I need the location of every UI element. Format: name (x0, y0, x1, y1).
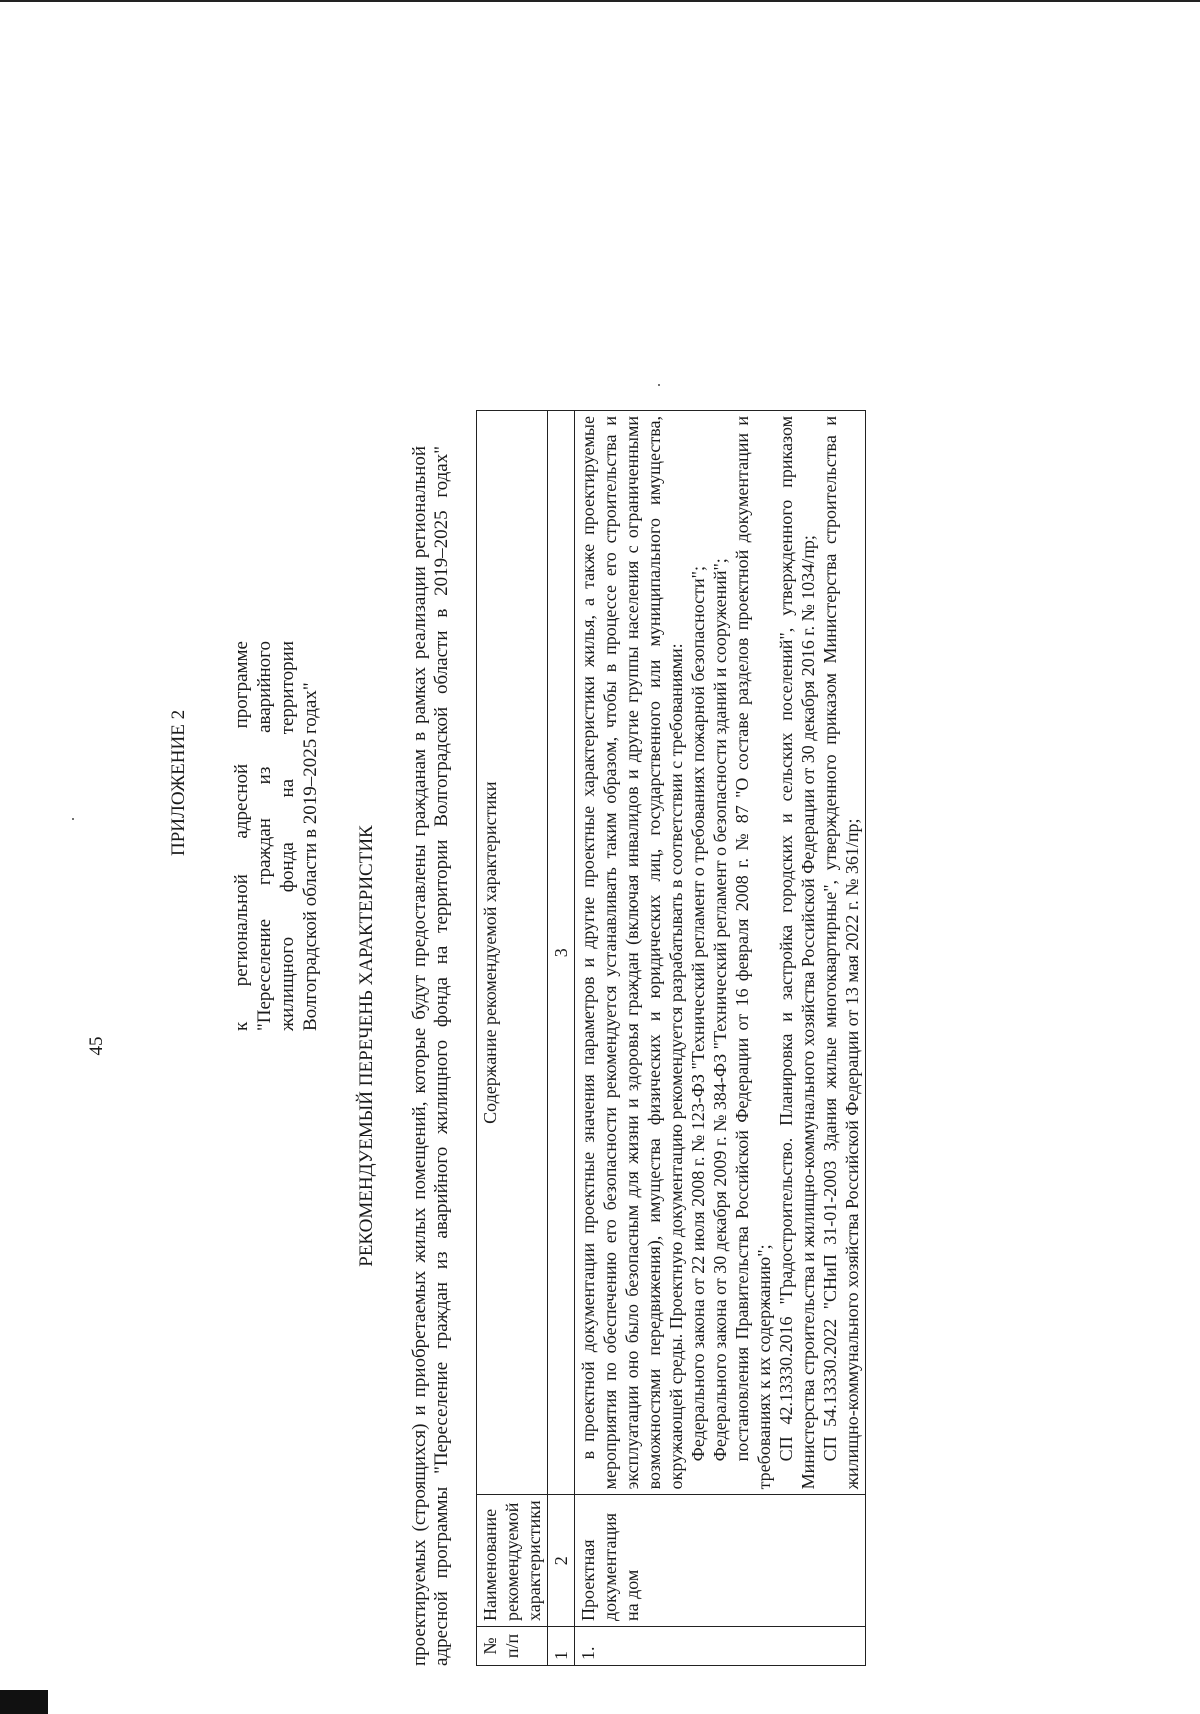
column-index: 2 (548, 1495, 575, 1627)
header-name: Наименование рекомендуемой характеристики (477, 1495, 548, 1627)
appendix-text: к региональной адресной программе "Переселение граждан из аварийного жилищного фонда на территории Волгоградской области в 2019–2025 годах" (231, 641, 321, 1031)
characteristics-table (476, 410, 866, 1666)
row-number: 1. (575, 1627, 866, 1666)
appendix-heading: ПРИЛОЖЕНИЕ 2 (168, 709, 189, 856)
content-paragraph: Федерального закона от 22 июля 2008 г. № 123-ФЗ "Технический регламент о требованиях пожарной безопасности"; (688, 566, 708, 1462)
header-num: № п/п (477, 1627, 548, 1666)
column-index-row (548, 411, 575, 1666)
row-name: Проектная документация на дом (575, 1495, 866, 1627)
page-content (0, 416, 1200, 1666)
content-paragraph: Федерального закона от 30 декабря 2009 г. № 384-ФЗ "Технический регламент о безопасности зданий и сооружений"; (710, 558, 730, 1462)
document-title: РЕКОМЕНДУЕМЫЙ ПЕРЕЧЕНЬ ХАРАКТЕРИСТИК (356, 825, 377, 1267)
header-content: Содержание рекомендуемой характеристики (477, 411, 548, 1495)
content-paragraph: СП 54.13330.2022 "СНиП 31-01-2003 Здания жилые многоквартирные", утвержденного приказом Министерства строительства и жилищно-коммунального хозяйства Российской Федерации от 13 мая 2022 г. № 361/пр; (820, 416, 862, 1490)
content-paragraph: постановления Правительства Российской Федерации от 16 февраля 2008 г. № 87 "О составе разделов проектной документации и требованиях к их содержанию"; (732, 416, 774, 1490)
page-number: 45 (86, 1036, 107, 1056)
document-subtitle (409, 446, 453, 1666)
content-paragraph: в проектной документации проектные значения параметров и другие проектные характеристики жилья, а также проектируемые мероприятия по обеспечению его безопасности рекомендуется устанавливать таким образом, чтобы в процессе его строительства и эксплуатации оно было безопасным для жизни и здоровья граждан (включая инвалидов и другие группы населения с ограниченными возможностями передвижения), имущества физических и юридических лиц, государственного или муниципального имущества, окружающей среды. Проектную документацию рекомендуется разрабатывать в соответствии с требованиями: (578, 416, 686, 1490)
document-subtitle-line: адресной программы "Переселение граждан из аварийного жилищного фонда на территории Волгоградской области в 2019–2025 годах" (431, 446, 452, 1666)
table-header-row (477, 411, 548, 1666)
table-row (575, 411, 866, 1666)
row-content (575, 411, 866, 1495)
content-paragraph: СП 42.13330.2016 "Градостроительство. Планировка и застройка городских и сельских поселений", утвержденного приказом Министерства строительства и жилищно-коммунального хозяйства Российской Федерации от 30 декабря 2016 г. № 1034/пр; (776, 416, 818, 1490)
column-index: 3 (548, 411, 575, 1495)
document-subtitle-line: проектируемых (строящихся) и приобретаемых жилых помещений, которые будут предоставлены гражданам в рамках реализации региональной (409, 446, 430, 1666)
column-index: 1 (548, 1627, 575, 1666)
